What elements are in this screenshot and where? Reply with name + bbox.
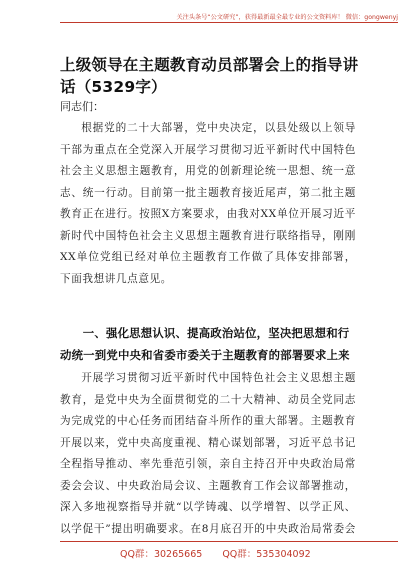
header-rule — [60, 22, 398, 23]
header-banner: 关注头条号“公文研究”，获得最新最全最专业的公文资料库！ 微信：gongwenyj — [176, 14, 398, 21]
footer-rule — [60, 541, 398, 542]
footer-qq-group-2: QQ群：535304092 — [222, 549, 311, 560]
paragraph-1: 根据党的二十大部署，党中央决定，以县处级以上领导干部为重点在全党深入开展学习贯彻习近平新时代中国特色社会主义思想主题教育，用党的创新理论统一思想、统一意志、统一行动。目前第一批主题教育接近尾声，第二批主题教育正在进行。按照X方案要求，由我对XX单位开展习近平新时代中国特色社会主义思想主题教育进行联络指导，刚刚XX单位党组已经对单位主题教育工作做了具体安排部署，下面我想讲几点意见。 — [60, 122, 356, 285]
paragraph-2: 开展学习贯彻习近平新时代中国特色社会主义思想主题教育，是党中央为全面贯彻党的二十大精神、动员全党同志为完成党的中心任务而团结奋斗所作的重大部署。主题教育开展以来，党中央高度重视、精心谋划部署，习近平总书记全程指导推动、率先垂范引领，亲自主持召开中央政治局常委会会议、中央政治局会议、主题教育工作会议部署推动，深入多地视察指导并就“以学铸魂、以学增智、以学正风、以学促干”提出明确要求。在8月底召开的中央政治局常委会 — [60, 372, 356, 534]
document-title: 上级领导在主题教育动员部署会上的指导讲话（5329字） — [60, 56, 359, 96]
footer-contact — [120, 546, 331, 560]
salutation: 同志们： — [60, 100, 104, 113]
section-heading-1: 一、强化思想认识、提高政治站位，坚决把思想和行动统一到党中央和省委市委关于主题教育的部署要求上来 — [60, 326, 350, 362]
footer-qq-group-1: QQ群：30265665 — [120, 549, 203, 560]
